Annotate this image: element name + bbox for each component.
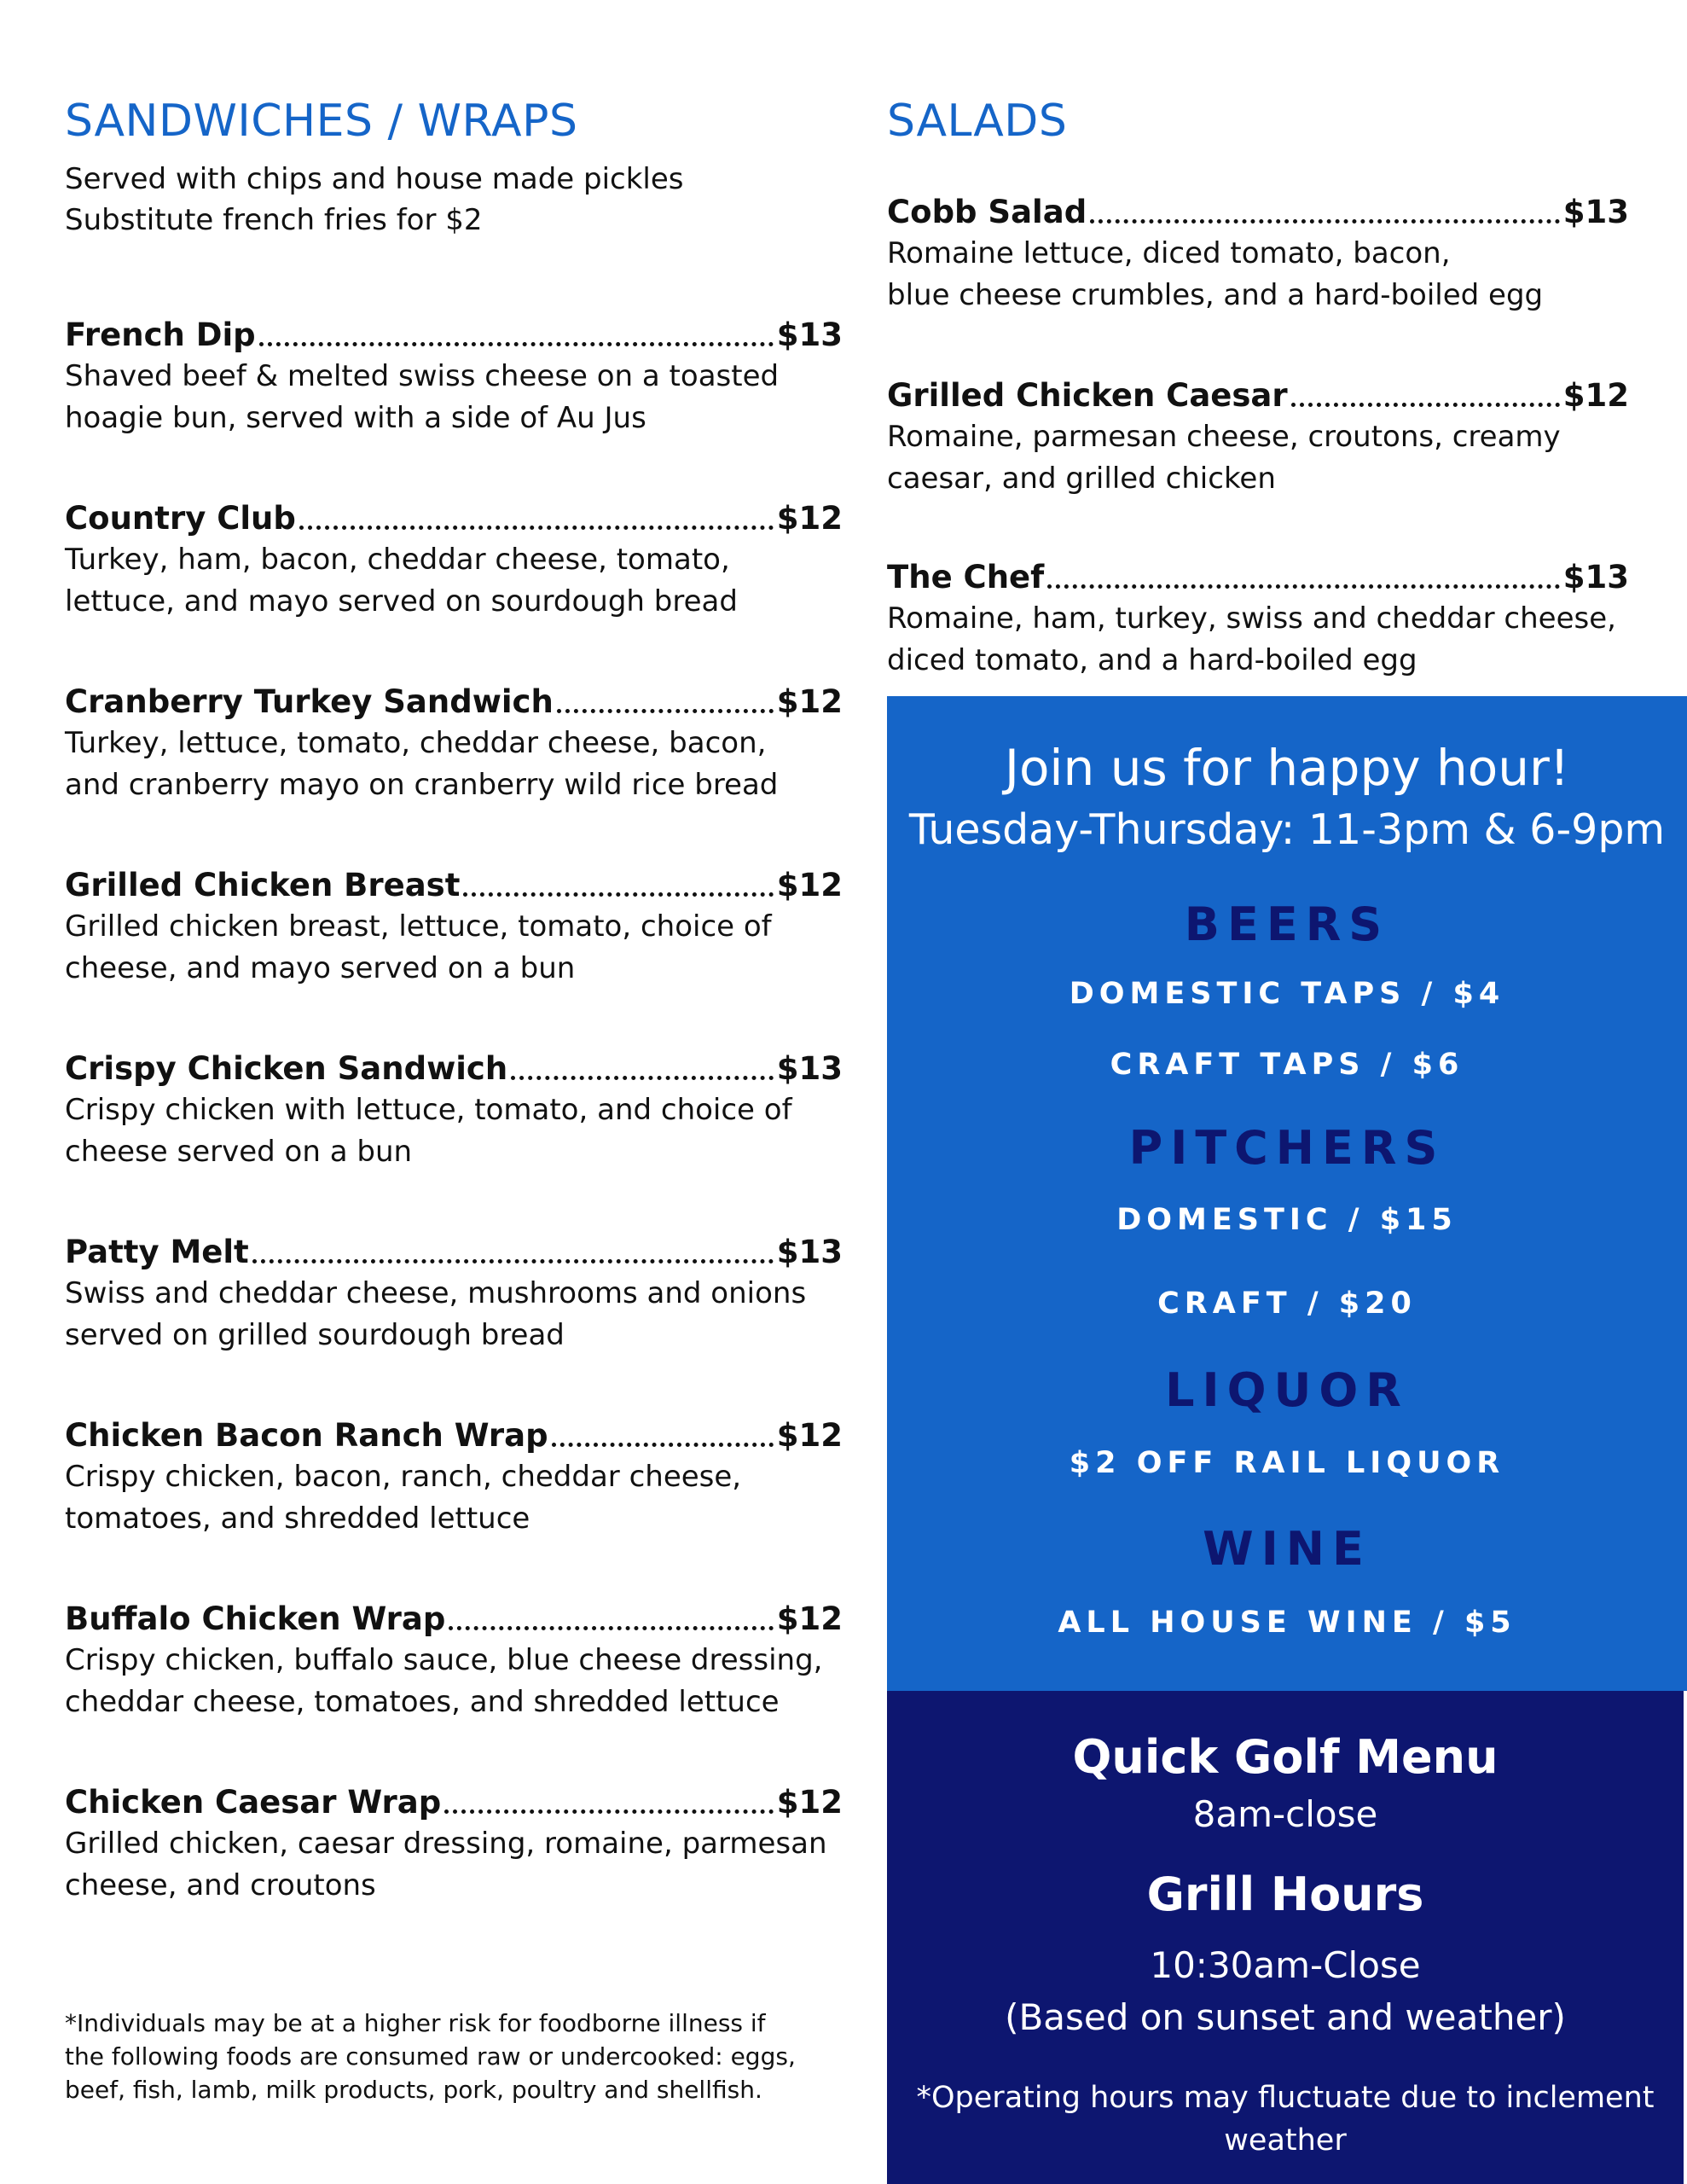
item-name: Chicken Bacon Ranch Wrap <box>65 1417 548 1454</box>
dot-leader <box>511 1076 774 1080</box>
item-description: Crispy chicken, bacon, ranch, cheddar cheese, tomatoes, and shredded lettuce <box>65 1460 742 1536</box>
item-name: Grilled Chicken Caesar <box>887 377 1288 414</box>
item-name: Buffalo Chicken Wrap <box>65 1600 446 1637</box>
item-price: $12 <box>776 1784 843 1821</box>
item-description: Crispy chicken, buffalo sauce, blue cheese dressing, cheddar cheese, tomatoes, and shredded lettuce <box>65 1643 823 1719</box>
item-name: Grilled Chicken Breast <box>65 867 461 903</box>
menu-item-patty-melt <box>65 1232 843 1356</box>
item-name: Patty Melt <box>65 1234 249 1270</box>
sandwiches-intro-chips: Served with chips and house made pickles <box>65 162 684 196</box>
item-name: Crispy Chicken Sandwich <box>65 1050 508 1087</box>
menu-item-country-club <box>65 498 843 623</box>
menu-item-grilled-chicken-caesar <box>887 375 1629 500</box>
item-description: Crispy chicken with lettuce, tomato, and choice of cheese served on a bun <box>65 1093 792 1169</box>
pitcher-craft-deal: CRAFT / $20 <box>1157 1287 1417 1321</box>
item-description: Romaine, parmesan cheese, croutons, creamy caesar, and grilled chicken <box>887 420 1561 496</box>
sandwiches-heading: SANDWICHES / WRAPS <box>65 96 578 147</box>
dot-leader <box>552 1443 774 1447</box>
item-description: Grilled chicken, caesar dressing, romaine, parmesan cheese, and croutons <box>65 1827 827 1902</box>
item-price: $12 <box>1562 377 1629 414</box>
happy-hour-panel <box>887 696 1687 1691</box>
menu-item-cranberry-turkey <box>65 682 843 806</box>
item-name: Chicken Caesar Wrap <box>65 1784 442 1821</box>
menu-item-cobb-salad <box>887 192 1629 317</box>
pitchers-heading: PITCHERS <box>1128 1121 1446 1175</box>
dot-leader <box>299 526 774 530</box>
quick-golf-menu-title: Quick Golf Menu <box>1072 1730 1499 1784</box>
item-price: $13 <box>1562 559 1629 595</box>
item-price: $13 <box>776 1050 843 1087</box>
item-name: French Dip <box>65 317 256 353</box>
item-price: $12 <box>776 683 843 720</box>
dot-leader <box>463 892 773 897</box>
menu-item-buffalo-chicken-wrap <box>65 1599 843 1723</box>
wine-deal: ALL HOUSE WINE / $5 <box>1058 1606 1516 1640</box>
dot-leader <box>1090 219 1560 224</box>
item-description: Romaine lettuce, diced tomato, bacon, blue cheese crumbles, and a hard-boiled egg <box>887 236 1544 312</box>
item-name: Cranberry Turkey Sandwich <box>65 683 554 720</box>
menu-item-chicken-caesar-wrap <box>65 1782 843 1907</box>
item-description: Swiss and cheddar cheese, mushrooms and onions served on grilled sourdough bread <box>65 1276 807 1352</box>
dot-leader <box>557 709 774 713</box>
item-description: Turkey, lettuce, tomato, cheddar cheese, bacon, and cranberry mayo on cranberry wild rice bread <box>65 726 779 802</box>
dot-leader <box>449 1626 773 1630</box>
item-description: Romaine, ham, turkey, swiss and cheddar cheese, diced tomato, and a hard-boiled egg <box>887 601 1616 677</box>
salads-heading: SALADS <box>887 96 1068 147</box>
beers-heading: BEERS <box>1184 897 1390 951</box>
foodborne-illness-disclaimer: *Individuals may be at a higher risk for foodborne illness if the following foods are consumed raw or undercooked: eggs, beef, fish, lamb, milk products, pork, poultry and shellfish. <box>65 2009 796 2104</box>
happy-hour-title: Join us for happy hour! <box>1004 739 1570 797</box>
item-price: $13 <box>1562 194 1629 230</box>
liquor-deal: $2 OFF RAIL LIQUOR <box>1069 1446 1505 1480</box>
dot-leader <box>444 1809 774 1814</box>
item-description: Turkey, ham, bacon, cheddar cheese, tomato, lettuce, and mayo served on sourdough bread <box>65 543 738 619</box>
item-price: $13 <box>776 1234 843 1270</box>
menu-item-the-chef <box>887 557 1629 682</box>
pitcher-domestic-deal: DOMESTIC / $15 <box>1116 1203 1458 1237</box>
item-price: $12 <box>776 867 843 903</box>
item-description: Grilled chicken breast, lettuce, tomato, choice of cheese, and mayo served on a bun <box>65 909 772 985</box>
item-price: $12 <box>776 500 843 537</box>
dot-leader <box>259 342 774 346</box>
sandwiches-intro-fries: Substitute french fries for $2 <box>65 203 483 237</box>
craft-taps-deal: CRAFT TAPS / $6 <box>1110 1048 1464 1082</box>
dot-leader <box>252 1259 774 1263</box>
quick-golf-menu-hours: 8am-close <box>1192 1793 1378 1835</box>
menu-item-chicken-bacon-ranch-wrap <box>65 1415 843 1540</box>
menu-item-grilled-chicken-breast <box>65 865 843 990</box>
item-name: Country Club <box>65 500 296 537</box>
golf-hours-panel <box>887 1691 1684 2184</box>
menu-item-crispy-chicken-sandwich <box>65 1048 843 1173</box>
item-price: $12 <box>776 1417 843 1454</box>
dot-leader <box>1291 403 1560 407</box>
grill-hours: 10:30am-Close <box>1150 1944 1421 1986</box>
item-name: Cobb Salad <box>887 194 1087 230</box>
domestic-taps-deal: DOMESTIC TAPS / $4 <box>1069 977 1505 1011</box>
grill-hours-title: Grill Hours <box>1146 1867 1424 1921</box>
weather-disclaimer: *Operating hours may fluctuate due to inclement weather <box>916 2081 1655 2158</box>
item-price: $12 <box>776 1600 843 1637</box>
item-description: Shaved beef & melted swiss cheese on a toasted hoagie bun, served with a side of Au Jus <box>65 359 780 435</box>
dot-leader <box>1047 584 1560 589</box>
liquor-heading: LIQUOR <box>1165 1363 1409 1417</box>
item-name: The Chef <box>887 559 1045 595</box>
happy-hour-schedule: Tuesday-Thursday: 11-3pm & 6-9pm <box>908 805 1666 854</box>
grill-hours-note: (Based on sunset and weather) <box>1005 1996 1566 2038</box>
item-price: $13 <box>776 317 843 353</box>
menu-item-french-dip <box>65 315 843 439</box>
wine-heading: WINE <box>1203 1522 1371 1576</box>
